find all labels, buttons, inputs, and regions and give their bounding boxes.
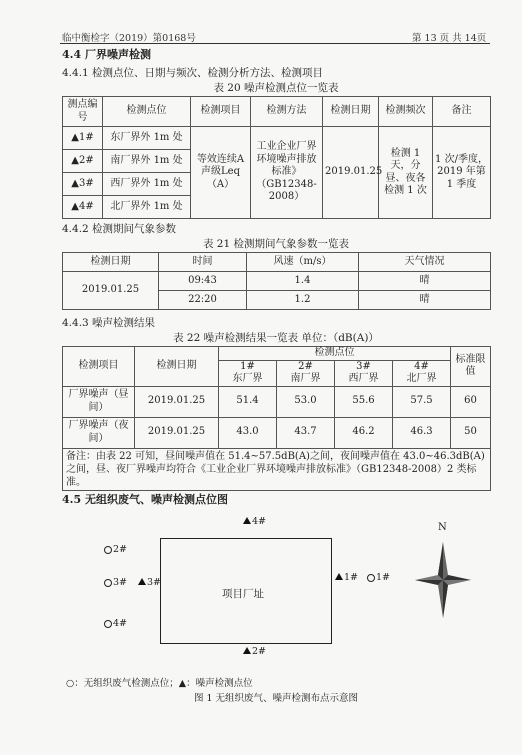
factory-label: 项目厂址 bbox=[222, 588, 264, 600]
wind-speed: 1.2 bbox=[247, 291, 359, 310]
point-header bbox=[277, 360, 335, 386]
point-id: ▲2# bbox=[63, 150, 103, 173]
point-header bbox=[219, 360, 277, 386]
gas-point-label: 3# bbox=[113, 577, 128, 588]
test-frequency: 检测 1 天，分昼、夜各检测 1 次 bbox=[379, 127, 433, 219]
point-site: 东厂界外 1m 处 bbox=[103, 127, 191, 150]
table22-header-points: 检测点位 bbox=[219, 347, 451, 361]
result-value: 57.5 bbox=[393, 386, 451, 417]
test-item: 等效连续A 声级Leq（A） bbox=[191, 127, 251, 219]
table22 bbox=[62, 346, 491, 491]
circle-icon bbox=[104, 620, 112, 628]
point-site: 南厂界外 1m 处 bbox=[103, 150, 191, 173]
table21-header: 风速（m/s） bbox=[247, 253, 359, 272]
section-title-4-5: 4.5 无组织废气、噪声检测点位图 bbox=[62, 493, 228, 506]
point-header bbox=[335, 360, 393, 386]
gas-point-label: 2# bbox=[113, 544, 128, 555]
wind-speed: 1.4 bbox=[247, 272, 359, 291]
table22-header-item: 检测项目 bbox=[63, 347, 135, 387]
gas-point-1 bbox=[367, 572, 390, 583]
table22-header-row bbox=[63, 347, 491, 361]
subsection-4-4-3: 4.4.3 噪声检测结果 bbox=[62, 317, 156, 329]
table22-caption: 表 22 噪声检测结果一览表 单位：（dB(A)） bbox=[173, 332, 379, 344]
point-no: 1# bbox=[240, 360, 255, 372]
table21-header-row bbox=[63, 253, 491, 272]
table-row bbox=[63, 272, 491, 291]
table21-header: 天气情况 bbox=[359, 253, 491, 272]
point-id: ▲3# bbox=[63, 173, 103, 196]
circle-icon bbox=[104, 546, 112, 554]
table22-note-row bbox=[63, 448, 491, 490]
result-item: 厂界噪声（夜间） bbox=[63, 417, 135, 448]
table20-header: 检测方法 bbox=[251, 97, 323, 127]
result-value: 51.4 bbox=[219, 386, 277, 417]
point-name: 西厂界 bbox=[348, 373, 379, 384]
table20-header: 测点编号 bbox=[63, 97, 103, 127]
noise-point-2 bbox=[243, 646, 266, 657]
table22-header-limit: 标准限值 bbox=[451, 347, 491, 387]
point-site: 西厂界外 1m 处 bbox=[103, 173, 191, 196]
noise-point-label: 1# bbox=[344, 572, 359, 583]
triangle-icon bbox=[243, 647, 251, 654]
result-value: 43.0 bbox=[219, 417, 277, 448]
table21 bbox=[62, 252, 491, 310]
noise-point-4 bbox=[243, 516, 266, 527]
weather-time: 22:20 bbox=[159, 291, 247, 310]
noise-point-3 bbox=[138, 577, 161, 588]
gas-point-label: 4# bbox=[113, 618, 128, 629]
table20-header-row bbox=[63, 97, 491, 127]
header-rule bbox=[60, 43, 490, 44]
weather-condition: 晴 bbox=[359, 272, 491, 291]
point-no: 2# bbox=[298, 360, 313, 372]
gas-point-2 bbox=[104, 544, 127, 555]
test-method: 工业企业厂界环境噪声排放标准》（GB12348-2008） bbox=[251, 127, 323, 219]
noise-point-label: 2# bbox=[252, 646, 267, 657]
table22-header-date: 检测日期 bbox=[135, 347, 219, 387]
subsection-4-4-1: 4.4.1 检测点位、日期与频次、检测分析方法、检测项目 bbox=[62, 67, 324, 79]
result-date: 2019.01.25 bbox=[135, 417, 219, 448]
subsection-4-4-2: 4.4.2 检测期间气象参数 bbox=[62, 223, 177, 235]
result-date: 2019.01.25 bbox=[135, 386, 219, 417]
point-no: 3# bbox=[356, 360, 371, 372]
circle-icon bbox=[104, 579, 112, 587]
point-header bbox=[393, 360, 451, 386]
triangle-icon bbox=[335, 573, 343, 580]
table20-header: 检测频次 bbox=[379, 97, 433, 127]
figure-caption: 图 1 无组织废气、噪声检测布点示意图 bbox=[193, 693, 359, 704]
weather-time: 09:43 bbox=[159, 272, 247, 291]
point-site: 北厂界外 1m 处 bbox=[103, 196, 191, 219]
triangle-icon bbox=[138, 578, 146, 585]
result-value: 46.2 bbox=[335, 417, 393, 448]
table20-header: 检测项目 bbox=[191, 97, 251, 127]
result-value: 43.7 bbox=[277, 417, 335, 448]
table20 bbox=[62, 96, 491, 219]
gas-point-4 bbox=[104, 618, 127, 629]
table21-caption: 表 21 检测期间气象参数一览表 bbox=[202, 238, 350, 250]
result-value: 55.6 bbox=[335, 386, 393, 417]
table20-header: 检测日期 bbox=[323, 97, 379, 127]
table-row bbox=[63, 417, 491, 448]
result-limit: 60 bbox=[451, 386, 491, 417]
page-info: 第 13 页 共 14页 bbox=[412, 33, 487, 44]
result-value: 53.0 bbox=[277, 386, 335, 417]
table21-header: 检测日期 bbox=[63, 253, 159, 272]
north-label: N bbox=[438, 522, 447, 533]
section-title-4-4: 4.4 厂界噪声检测 bbox=[62, 48, 151, 61]
table-row bbox=[63, 386, 491, 417]
table20-caption: 表 20 噪声检测点位一览表 bbox=[213, 82, 339, 94]
table-row bbox=[63, 127, 491, 150]
weather-date: 2019.01.25 bbox=[63, 272, 159, 310]
point-name: 东厂界 bbox=[232, 373, 263, 384]
gas-point-label: 1# bbox=[376, 572, 391, 583]
point-name: 南厂界 bbox=[290, 373, 321, 384]
table20-header: 备注 bbox=[433, 97, 491, 127]
noise-point-1 bbox=[335, 572, 358, 583]
report-number: 临中衡检字（2019）第0168号 bbox=[62, 33, 196, 44]
table21-header: 时间 bbox=[159, 253, 247, 272]
compass-icon bbox=[415, 542, 471, 622]
point-id: ▲4# bbox=[63, 196, 103, 219]
result-limit: 50 bbox=[451, 417, 491, 448]
gas-point-3 bbox=[104, 577, 127, 588]
test-remark: 1 次/季度，2019 年第 1 季度 bbox=[433, 127, 491, 219]
figure-legend: ○：无组织废气检测点位；▲：噪声检测点位 bbox=[66, 678, 253, 689]
result-item: 厂界噪声（昼间） bbox=[63, 386, 135, 417]
point-id: ▲1# bbox=[63, 127, 103, 150]
circle-icon bbox=[367, 574, 375, 582]
point-name: 北厂界 bbox=[406, 373, 437, 384]
triangle-icon bbox=[243, 517, 251, 524]
result-value: 46.3 bbox=[393, 417, 451, 448]
table22-note: 备注：由表 22 可知，昼间噪声值在 51.4~57.5dB(A)之间，夜间噪声值在 43.0~46.3dB(A)之间，昼、夜厂界噪声均符合《工业企业厂界环境噪声排放标准》（GB12348-2008）2 类标准。 bbox=[63, 448, 491, 490]
test-date: 2019.01.25 bbox=[323, 127, 379, 219]
point-no: 4# bbox=[414, 360, 429, 372]
weather-condition: 晴 bbox=[359, 291, 491, 310]
noise-point-label: 4# bbox=[252, 516, 267, 527]
noise-point-label: 3# bbox=[147, 577, 162, 588]
table20-header: 检测点位 bbox=[103, 97, 191, 127]
